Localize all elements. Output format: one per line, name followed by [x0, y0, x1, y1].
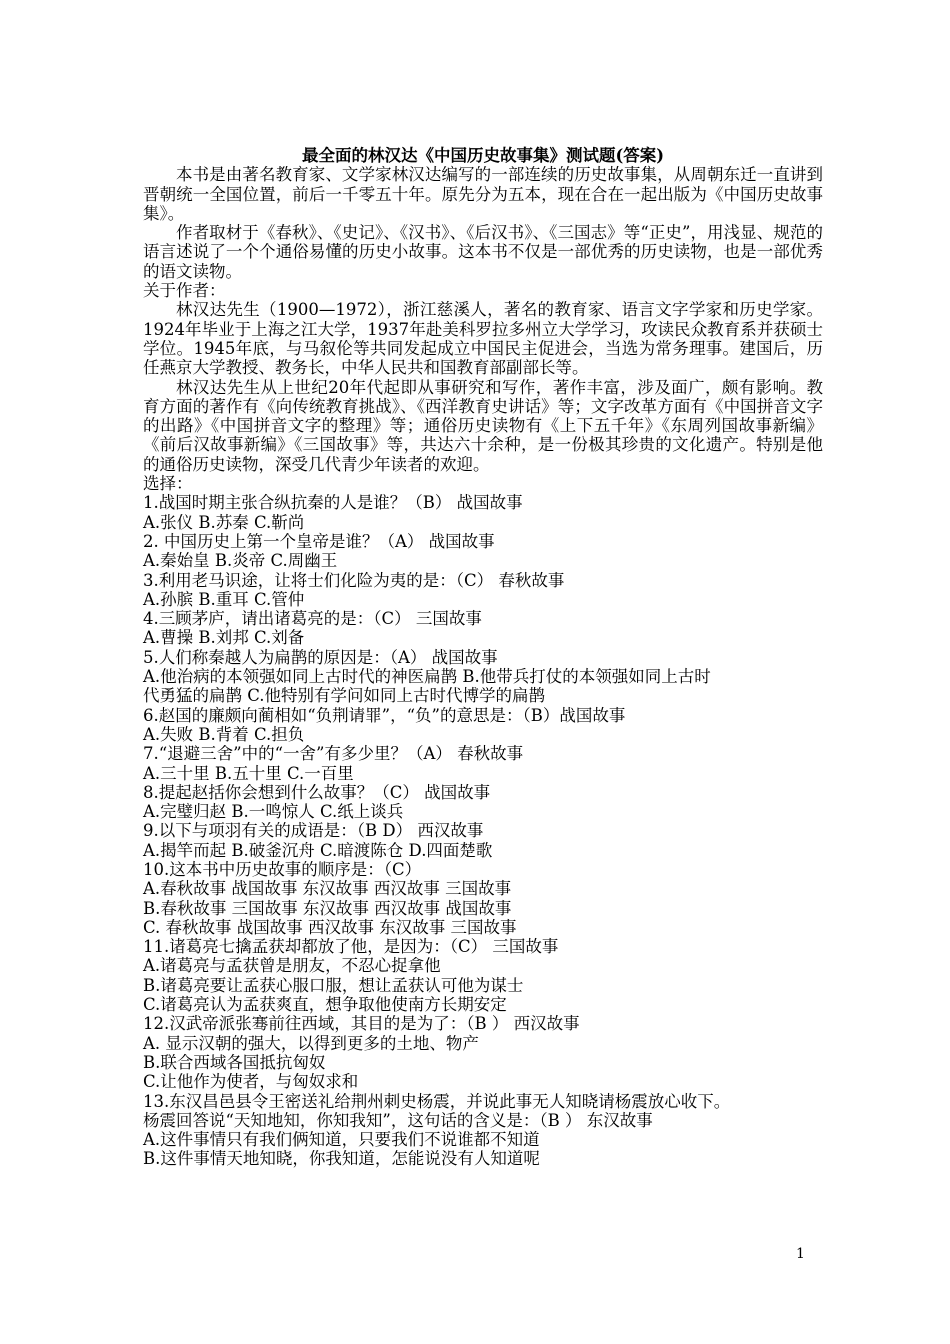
question-item	[143, 860, 823, 937]
question-item	[143, 1014, 823, 1091]
question-text: 10.这本书中历史故事的顺序是：（C）	[143, 859, 422, 879]
intro-paragraph: 作者取材于《春秋》、《史记》、《汉书》、《后汉书》、《三国志》等“正史”，用浅显、规范的语言述说了一个个通俗易懂的历史小故事。这本书不仅是一部优秀的历史读物，也是一部优秀的语文读物。	[143, 223, 823, 281]
document-title: 最全面的林汉达《中国历史故事集》测试题(答案)	[301, 146, 665, 165]
question-text: 6.赵国的廉颇向蔺相如“负荆请罪”，“负”的意思是：（B）战国故事	[143, 705, 626, 725]
question-item	[143, 493, 823, 532]
question-options: A.孙膑 B.重耳 C.管仲	[143, 589, 305, 609]
question-text: 9.以下与项羽有关的成语是：（B D） 西汉故事	[143, 821, 484, 841]
question-options: A. 显示汉朝的强大，以得到更多的土地、物产	[143, 1033, 479, 1053]
question-item	[143, 532, 823, 571]
question-text: 1.战国时期主张合纵抗秦的人是谁？（B） 战国故事	[143, 493, 523, 513]
question-text: 4.三顾茅庐，请出诸葛亮的是：（C） 三国故事	[143, 609, 482, 629]
question-list	[143, 493, 823, 1168]
question-item	[143, 609, 823, 648]
question-options: A.这件事情只有我们俩知道，只要我们不说谁都不知道	[143, 1130, 540, 1150]
question-item	[143, 744, 823, 783]
question-text: 7.“退避三舍”中的“一舍”有多少里？（A） 春秋故事	[143, 744, 524, 764]
question-options: A.春秋故事 战国故事 东汉故事 西汉故事 三国故事	[143, 879, 512, 899]
question-text: 13.东汉昌邑县令王密送礼给荆州刺史杨震，并说此事无人知晓请杨震放心收下。	[143, 1091, 731, 1111]
question-text-continued: 杨震回答说“天知地知，你知我知”，这句话的含义是：（B ） 东汉故事	[143, 1110, 653, 1130]
question-options: A.他治病的本领强如同上古时代的神医扁鹊 B.他带兵打仗的本领强如同上古时	[143, 667, 711, 687]
question-options: C. 春秋故事 战国故事 西汉故事 东汉故事 三国故事	[143, 917, 517, 937]
question-options: B.这件事情天地知晓，你我知道，怎能说没有人知道呢	[143, 1149, 540, 1169]
question-options: A.揭竿而起 B.破釜沉舟 C.暗渡陈仓 D.四面楚歌	[143, 840, 493, 860]
question-text: 5.人们称秦越人为扁鹊的原因是：（A） 战国故事	[143, 647, 498, 667]
question-options: A.曹操 B.刘邦 C.刘备	[143, 628, 305, 648]
question-options: A.失败 B.背着 C.担负	[143, 724, 305, 744]
document-body	[143, 146, 823, 1169]
question-text: 2. 中国历史上第一个皇帝是谁？（A） 战国故事	[143, 531, 495, 551]
question-item	[143, 821, 823, 860]
question-options: A.张仪 B.苏秦 C.靳尚	[143, 512, 305, 532]
question-options: A.完璧归赵 B.一鸣惊人 C.纸上谈兵	[143, 802, 404, 822]
question-item	[143, 571, 823, 610]
question-item	[143, 648, 823, 706]
question-text: 12.汉武帝派张骞前往西域，其目的是为了：（B ） 西汉故事	[143, 1014, 580, 1034]
question-item	[143, 1092, 823, 1169]
question-options: B.诸葛亮要让孟获心服口服，想让孟获认可他为谋士	[143, 975, 524, 995]
author-paragraph: 林汉达先生从上世纪20年代起即从事研究和写作，著作丰富，涉及面广，颇有影响。教育方面的著作有《向传统教育挑战》、《西洋教育史讲话》等；文字改革方面有《中国拼音文字的出路》《中国拼音文字的整理》等；通俗历史读物有《上下五千年》《东周列国故事新编》《前后汉故事新编》《三国故事》等，共达六十余种，是一份极其珍贵的文化遗产。特别是他的通俗历史读物，深受几代青少年读者的欢迎。	[143, 377, 823, 474]
author-paragraph: 林汉达先生（1900—1972），浙江慈溪人，著名的教育家、语言文字学家和历史学家。1924年毕业于上海之江大学，1937年赴美科罗拉多州立大学学习，攻读民众教育系并获硕士学位。1945年底，与马叙伦等共同发起成立中国民主促进会，当选为常务理事。建国后，历任燕京大学教授、教务长，中华人民共和国教育部副部长等。	[143, 300, 823, 378]
question-text: 8.提起赵括你会想到什么故事？（C） 战国故事	[143, 782, 491, 802]
question-options: B.联合西域各国抵抗匈奴	[143, 1052, 326, 1072]
question-options: A.三十里 B.五十里 C.一百里	[143, 763, 354, 783]
question-options: B.春秋故事 三国故事 东汉故事 西汉故事 战国故事	[143, 898, 512, 918]
question-text: 11.诸葛亮七擒孟获却都放了他，是因为：（C） 三国故事	[143, 937, 559, 957]
question-item	[143, 783, 823, 822]
question-options: 代勇猛的扁鹊 C.他特别有学问如同上古时代博学的扁鹊	[143, 686, 546, 706]
question-options: C.让他作为使者，与匈奴求和	[143, 1072, 359, 1092]
question-text: 3.利用老马识途，让将士们化险为夷的是：（C） 春秋故事	[143, 570, 565, 590]
page-number: 1	[796, 1246, 805, 1262]
question-options: A.诸葛亮与孟获曾是朋友，不忍心捉拿他	[143, 956, 441, 976]
question-options: A.秦始皇 B.炎帝 C.周幽王	[143, 551, 338, 571]
question-item	[143, 706, 823, 745]
choice-heading: 选择：	[143, 474, 193, 494]
question-item	[143, 937, 823, 1014]
author-heading: 关于作者：	[143, 281, 226, 301]
intro-paragraph: 本书是由著名教育家、文学家林汉达编写的一部连续的历史故事集，从周朝东迁一直讲到晋朝统一全国位置，前后一千零五十年。原先分为五本，现在合在一起出版为《中国历史故事集》。	[143, 165, 823, 223]
question-options: C.诸葛亮认为孟获爽直，想争取他使南方长期安定	[143, 995, 507, 1015]
